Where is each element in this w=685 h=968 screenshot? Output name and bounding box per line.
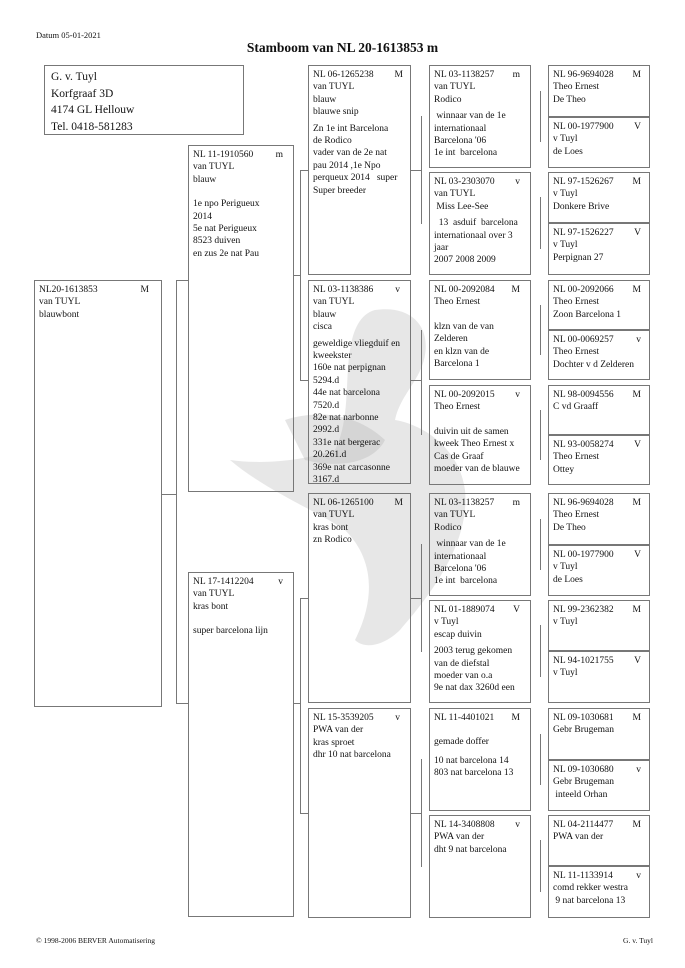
line: pau 2014 ,1e Npo [313, 160, 381, 171]
ring: NL 93-0058274 [553, 440, 614, 450]
line: Super breeder [313, 185, 367, 196]
line: de Rodico [313, 136, 352, 147]
gen2-card-4 [308, 708, 411, 918]
line: Barcelona '06 [434, 564, 487, 575]
mother-card [188, 572, 294, 917]
sex: M [632, 390, 641, 400]
line: Theo Ernest [434, 402, 481, 413]
sex: M [394, 70, 403, 80]
ring: NL 03-2303070 [434, 177, 495, 187]
ring: NL 00-2092015 [434, 390, 495, 400]
line: Gebr Brugeman [553, 725, 614, 736]
father-card [188, 145, 294, 492]
print-date: Datum 05-01-2021 [36, 30, 101, 40]
line: dht 9 nat barcelona [434, 844, 507, 855]
line: Ottey [553, 464, 575, 475]
line: 2003 terug gekomen [434, 646, 513, 657]
line: escap duivin [434, 629, 482, 640]
connector [540, 734, 541, 785]
line: Theo Ernest [553, 347, 600, 358]
connector [411, 598, 421, 599]
line: perqueux 2014 super [313, 173, 398, 184]
connector [300, 170, 301, 380]
father-line: blauw [193, 174, 217, 185]
father-sex: m [275, 150, 283, 160]
line: klzn van de van [434, 321, 494, 332]
line: 3167.d [313, 475, 340, 484]
gen2-card-2 [308, 280, 411, 484]
line: van TUYL [313, 510, 355, 521]
line: v Tuyl [553, 617, 578, 628]
connector [411, 813, 421, 814]
sex: M [632, 177, 641, 187]
line: v Tuyl [434, 617, 459, 628]
sex: v [515, 177, 520, 187]
sex: M [511, 285, 520, 295]
line: 331e nat bergerac [313, 437, 381, 448]
gen4-card-3 [548, 172, 650, 223]
connector [294, 275, 300, 276]
gen4-card-7 [548, 385, 650, 435]
sex: M [632, 820, 641, 830]
mother-line: van TUYL [193, 589, 235, 600]
ring: NL 06-1265238 [313, 70, 374, 80]
connector [540, 91, 541, 142]
mother-line: kras bont [193, 601, 229, 612]
line: moeder van de blauwe [434, 464, 520, 475]
sex: M [632, 713, 641, 723]
line: Rodico [434, 94, 462, 105]
ring: NL 97-1526267 [553, 177, 614, 187]
line: 9e nat dax 3260d een [434, 683, 515, 694]
line: De Theo [553, 522, 586, 533]
gen4-card-15 [548, 815, 650, 866]
line: van TUYL [434, 189, 476, 200]
sex: V [634, 122, 641, 132]
sex: v [395, 285, 400, 295]
line: Theo Ernest [553, 452, 600, 463]
mother-ring: NL 17-1412204 [193, 577, 254, 587]
ring: NL 11-4401021 [434, 713, 495, 723]
owner-phone: Tel. 0418-581283 [51, 120, 133, 133]
line: Zn 1e int Barcelona [313, 123, 389, 134]
father-ring: NL 11-1910560 [193, 150, 254, 160]
line: kras sproet [313, 737, 355, 748]
connector [300, 170, 308, 171]
gen4-card-11 [548, 600, 650, 651]
line: de Loes [553, 574, 583, 585]
ring: NL 94-1021755 [553, 656, 614, 666]
line: van TUYL [313, 82, 355, 93]
ring: NL 00-0069257 [553, 335, 614, 345]
gen2-card-1 [308, 65, 411, 275]
connector [300, 598, 301, 813]
ring: NL 98-0094556 [553, 390, 614, 400]
gen4-card-8 [548, 435, 650, 485]
line: blauw [313, 94, 337, 105]
gen4-card-1 [548, 65, 650, 117]
gen3-card-3 [429, 280, 531, 380]
ring: NL 11-1133914 [553, 871, 613, 881]
line: Rodico [434, 522, 462, 533]
line: Gebr Brugeman [553, 777, 614, 788]
sex: v [515, 820, 520, 830]
sex: M [394, 498, 403, 508]
sex: V [634, 656, 641, 666]
sex: m [512, 498, 520, 508]
ring: NL 00-2092084 [434, 285, 495, 295]
gen3-card-6 [429, 600, 531, 703]
ring: NL 09-1030681 [553, 713, 614, 723]
sex: v [636, 765, 641, 775]
ring: NL 96-9694028 [553, 498, 614, 508]
line: dhr 10 nat barcelona [313, 750, 391, 761]
ring: NL 03-1138257 [434, 70, 495, 80]
line: Barcelona '06 [434, 136, 487, 147]
subject-ring: NL20-1613853 [39, 285, 98, 295]
connector [540, 625, 541, 677]
gen3-card-5 [429, 493, 531, 596]
ring: NL 14-3408808 [434, 820, 495, 830]
owner-address [44, 65, 244, 135]
connector [540, 197, 541, 249]
connector [176, 280, 188, 281]
gen4-card-16 [548, 866, 650, 918]
line: van TUYL [313, 297, 355, 308]
line: v Tuyl [553, 134, 578, 145]
sex: m [512, 70, 520, 80]
sex: v [636, 335, 641, 345]
subject-sex: M [140, 285, 149, 295]
line: cisca [313, 322, 332, 333]
connector [540, 519, 541, 570]
subject-card [34, 280, 162, 707]
line: v Tuyl [553, 668, 578, 679]
line: inteeld Orhan [553, 789, 608, 800]
gen4-card-5 [548, 280, 650, 330]
line: winnaar van de 1e [434, 539, 506, 550]
connector [421, 544, 422, 652]
subject-color: blauwbont [39, 309, 80, 320]
sex: V [634, 550, 641, 560]
page-title: Stamboom van NL 20-1613853 m [246, 40, 439, 55]
sex: V [634, 228, 641, 238]
gen4-card-4 [548, 223, 650, 275]
connector [421, 759, 422, 867]
gen3-card-8 [429, 815, 531, 918]
ring: NL 00-1977900 [553, 550, 614, 560]
gen3-card-2 [429, 172, 531, 275]
line: kras bont [313, 522, 349, 533]
connector [162, 494, 176, 495]
line: internationaal [434, 123, 487, 134]
line: internationaal over 3 [434, 230, 513, 241]
sex: M [632, 498, 641, 508]
line: 20.261.d [313, 450, 347, 461]
line: 13 asduif barcelona [434, 218, 518, 229]
ring: NL 09-1030680 [553, 765, 614, 775]
line: van TUYL [434, 510, 476, 521]
line: 9 nat barcelona 13 [553, 895, 626, 906]
line: PWA van der [313, 725, 364, 736]
line: blauw [313, 309, 337, 320]
line: PWA van der [434, 832, 485, 843]
line: 1e int barcelona [434, 576, 498, 587]
line: Cas de Graaf [434, 451, 484, 462]
ring: NL 15-3539205 [313, 713, 374, 723]
line: 5294.d [313, 375, 340, 386]
line: en klzn van de [434, 346, 490, 357]
line: de Loes [553, 146, 583, 157]
footer-owner: G. v. Tuyl [623, 936, 653, 945]
sex: M [632, 605, 641, 615]
line: 2007 2008 2009 [434, 255, 496, 266]
connector [540, 305, 541, 355]
line: 1e int barcelona [434, 148, 498, 159]
owner-city: 4174 GL Hellouw [51, 104, 135, 116]
line: geweldige vliegduif en [313, 338, 401, 349]
sex: M [511, 713, 520, 723]
line: vader van de 2e nat [313, 148, 387, 159]
father-line: 8523 duiven [193, 236, 241, 247]
father-line: 2014 [193, 211, 212, 222]
line: PWA van der [553, 832, 604, 843]
line: C vd Graaff [553, 402, 599, 413]
father-line: 1e npo Perigueux [193, 199, 260, 210]
line: Zoon Barcelona 1 [553, 309, 622, 320]
sex: v [515, 390, 520, 400]
footer-copyright: © 1998-2006 BERVER Automatisering [36, 936, 156, 945]
ring: NL 00-1977900 [553, 122, 614, 132]
line: Barcelona 1 [434, 359, 480, 370]
sex: M [632, 285, 641, 295]
owner-name: G. v. Tuyl [51, 71, 97, 83]
line: van TUYL [434, 82, 476, 93]
gen4-card-2 [548, 117, 650, 168]
mother-sex: v [278, 577, 283, 587]
line: Theo Ernest [553, 82, 600, 93]
father-line: van TUYL [193, 162, 235, 173]
connector [300, 813, 308, 814]
ring: NL 06-1265100 [313, 498, 374, 508]
mother-line: super barcelona lijn [193, 626, 268, 637]
connector [411, 380, 421, 381]
owner-street: Korfgraaf 3D [51, 87, 114, 100]
line: 160e nat perpignan [313, 363, 386, 374]
line: moeder van o.a [434, 671, 493, 682]
father-line: en zus 2e nat Pau [193, 248, 259, 259]
ring: NL 97-1526227 [553, 228, 614, 238]
gen4-card-14 [548, 760, 650, 811]
line: Theo Ernest [434, 297, 481, 308]
line: 10 nat barcelona 14 [434, 755, 509, 766]
gen3-card-7 [429, 708, 531, 811]
father-line: 5e nat Perigueux [193, 224, 257, 235]
gen2-card-3 [308, 493, 411, 703]
connector [176, 280, 177, 704]
connector [300, 380, 308, 381]
connector [176, 703, 188, 704]
gen4-card-6 [548, 330, 650, 380]
line: v Tuyl [553, 562, 578, 573]
sex: M [632, 70, 641, 80]
ring: NL 04-2114477 [553, 820, 614, 830]
connector [300, 598, 308, 599]
sex: V [634, 440, 641, 450]
line: 803 nat barcelona 13 [434, 768, 514, 779]
connector [294, 703, 300, 704]
gen3-card-4 [429, 385, 531, 485]
connector [421, 116, 422, 224]
line: van de diefstal [434, 658, 490, 669]
gen4-card-10 [548, 545, 650, 596]
ring: NL 03-1138257 [434, 498, 495, 508]
connector [421, 330, 422, 435]
line: gemade doffer [434, 737, 489, 748]
line: v Tuyl [553, 189, 578, 200]
line: 2992.d [313, 425, 340, 436]
connector [411, 170, 421, 171]
line: 369e nat carcasonne [313, 462, 391, 473]
line: Dochter v d Zelderen [553, 359, 634, 370]
line: internationaal [434, 551, 487, 562]
ring: NL 96-9694028 [553, 70, 614, 80]
sex: v [395, 713, 400, 723]
line: kweekster [313, 351, 352, 362]
line: Theo Ernest [553, 297, 600, 308]
gen4-card-13 [548, 708, 650, 760]
line: blauwe snip [313, 107, 359, 118]
ring: NL 99-2362382 [553, 605, 614, 615]
line: zn Rodico [313, 535, 352, 546]
gen4-card-9 [548, 493, 650, 545]
gen3-card-1 [429, 65, 531, 168]
line: Miss Lee-See [434, 201, 489, 212]
connector [540, 410, 541, 460]
ring: NL 01-1889074 [434, 605, 495, 615]
line: De Theo [553, 94, 586, 105]
gen4-card-12 [548, 651, 650, 703]
line: duivin uit de samen [434, 426, 509, 437]
sex: v [636, 871, 641, 881]
ring: NL 00-2092066 [553, 285, 614, 295]
subject-owner: van TUYL [39, 297, 81, 308]
line: v Tuyl [553, 240, 578, 251]
line: winnaar van de 1e [434, 111, 506, 122]
line: kweek Theo Ernest x [434, 439, 515, 450]
sex: V [513, 605, 520, 615]
line: jaar [434, 243, 449, 254]
connector [540, 840, 541, 892]
line: Donkere Brive [553, 201, 610, 212]
line: 44e nat barcelona [313, 388, 380, 399]
line: 82e nat narbonne [313, 413, 379, 424]
line: comd rekker westra [553, 883, 628, 894]
line: 7520.d [313, 400, 340, 411]
line: Theo Ernest [553, 510, 600, 521]
ring: NL 03-1138386 [313, 285, 374, 295]
line: Perpignan 27 [553, 252, 604, 263]
line: Zelderen [434, 334, 468, 345]
